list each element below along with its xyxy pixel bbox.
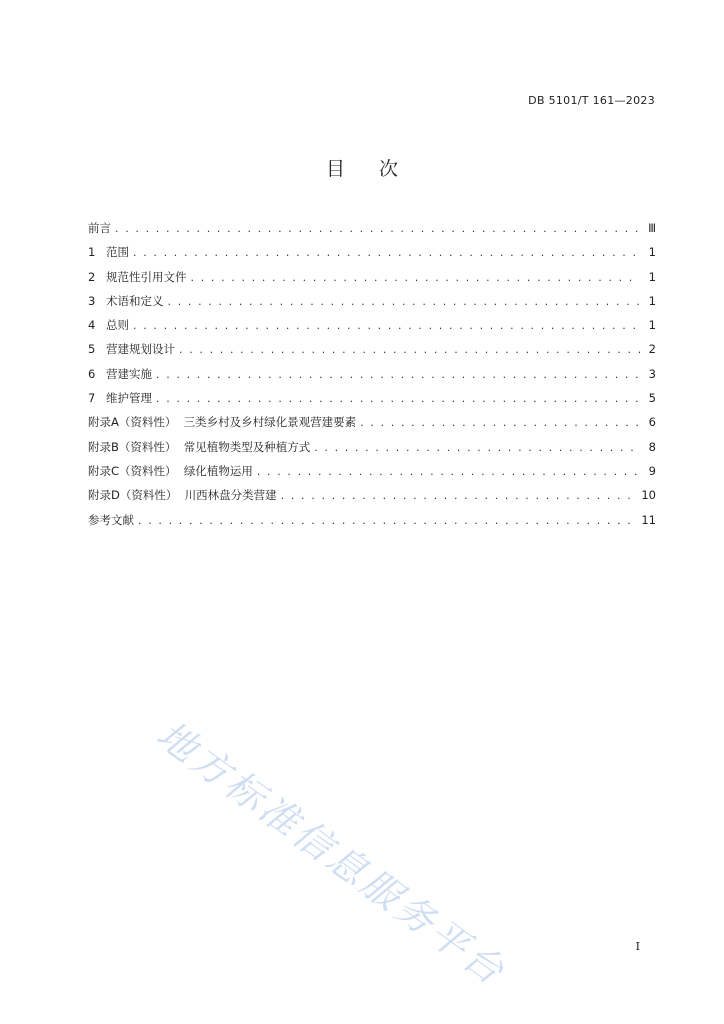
toc-entry-number: 6 (88, 366, 96, 381)
toc-entry-label: 附录D（资料性） 川西林盘分类营建 (88, 488, 277, 503)
toc-leader-dots (156, 363, 640, 387)
toc-entry-page: 1 (648, 269, 656, 284)
toc-entry-foreword[interactable] (88, 216, 656, 240)
toc-entry-label: 维护管理 (106, 391, 152, 406)
toc-entry-page: 6 (648, 415, 656, 430)
toc-entry-number: 4 (88, 318, 96, 333)
toc-leader-dots (257, 460, 640, 484)
toc-entry-page: 1 (648, 318, 656, 333)
toc-entry-page: 3 (648, 366, 656, 381)
toc-leader-dots (133, 241, 640, 265)
toc-entry-page: Ⅲ (648, 221, 656, 235)
toc-entry-scope[interactable] (88, 240, 656, 264)
toc-entry-label: 附录C（资料性） 绿化植物运用 (88, 463, 253, 478)
toc-entry-label: 规范性引用文件 (106, 269, 187, 284)
title-char-1: 目 (325, 158, 345, 180)
toc-entry-page: 11 (641, 512, 656, 527)
toc-entry-maintenance[interactable] (88, 386, 656, 410)
toc-entry-page: 8 (648, 439, 656, 454)
table-of-contents (88, 216, 656, 532)
toc-leader-dots (360, 411, 640, 435)
toc-entry-page: 9 (648, 463, 656, 478)
watermark: 地方标准信息服务平台 (148, 712, 515, 995)
toc-entry-label: 附录B（资料性） 常见植物类型及种植方式 (88, 439, 311, 454)
toc-entry-label: 参考文献 (88, 512, 134, 527)
toc-entry-implementation[interactable] (88, 362, 656, 386)
toc-entry-label: 术语和定义 (106, 293, 164, 308)
toc-leader-dots (168, 290, 641, 314)
toc-entry-page: 1 (648, 293, 656, 308)
toc-entry-page: 1 (648, 245, 656, 260)
page-number: I (635, 940, 640, 953)
toc-entry-normative-references[interactable] (88, 265, 656, 289)
toc-entry-appendix-c[interactable] (88, 459, 656, 483)
toc-entry-number: 7 (88, 391, 96, 406)
toc-entry-label: 附录A（资料性） 三类乡村及乡村绿化景观营建要素 (88, 415, 357, 430)
toc-leader-dots (281, 484, 636, 508)
toc-entry-appendix-a[interactable] (88, 410, 656, 434)
toc-entry-number: 3 (88, 293, 96, 308)
toc-entry-label: 总则 (106, 318, 129, 333)
toc-entry-page: 2 (648, 342, 656, 357)
toc-entry-page: 10 (641, 488, 656, 503)
toc-leader-dots (138, 509, 635, 533)
toc-entry-label: 营建实施 (106, 366, 152, 381)
toc-leader-dots (133, 314, 640, 338)
toc-entry-appendix-d[interactable] (88, 483, 656, 507)
toc-entry-number: 5 (88, 342, 96, 357)
toc-entry-planning-design[interactable] (88, 337, 656, 361)
toc-entry-label: 前言 (88, 221, 111, 235)
standard-code: DB 5101/T 161—2023 (528, 94, 655, 107)
toc-entry-page: 5 (648, 391, 656, 406)
toc-entry-number: 1 (88, 245, 96, 260)
toc-entry-bibliography[interactable] (88, 508, 656, 532)
toc-leader-dots (314, 436, 640, 460)
toc-entry-terms-definitions[interactable] (88, 289, 656, 313)
toc-leader-dots (179, 338, 640, 362)
title-char-2: 次 (379, 158, 399, 180)
toc-entry-label: 营建规划设计 (106, 342, 175, 357)
toc-leader-dots (115, 217, 640, 241)
toc-entry-label: 范围 (106, 245, 129, 260)
toc-entry-appendix-b[interactable] (88, 435, 656, 459)
toc-leader-dots (191, 266, 641, 290)
toc-leader-dots (156, 387, 640, 411)
toc-entry-general-principles[interactable] (88, 313, 656, 337)
toc-entry-number: 2 (88, 269, 96, 284)
page-title (0, 154, 724, 181)
